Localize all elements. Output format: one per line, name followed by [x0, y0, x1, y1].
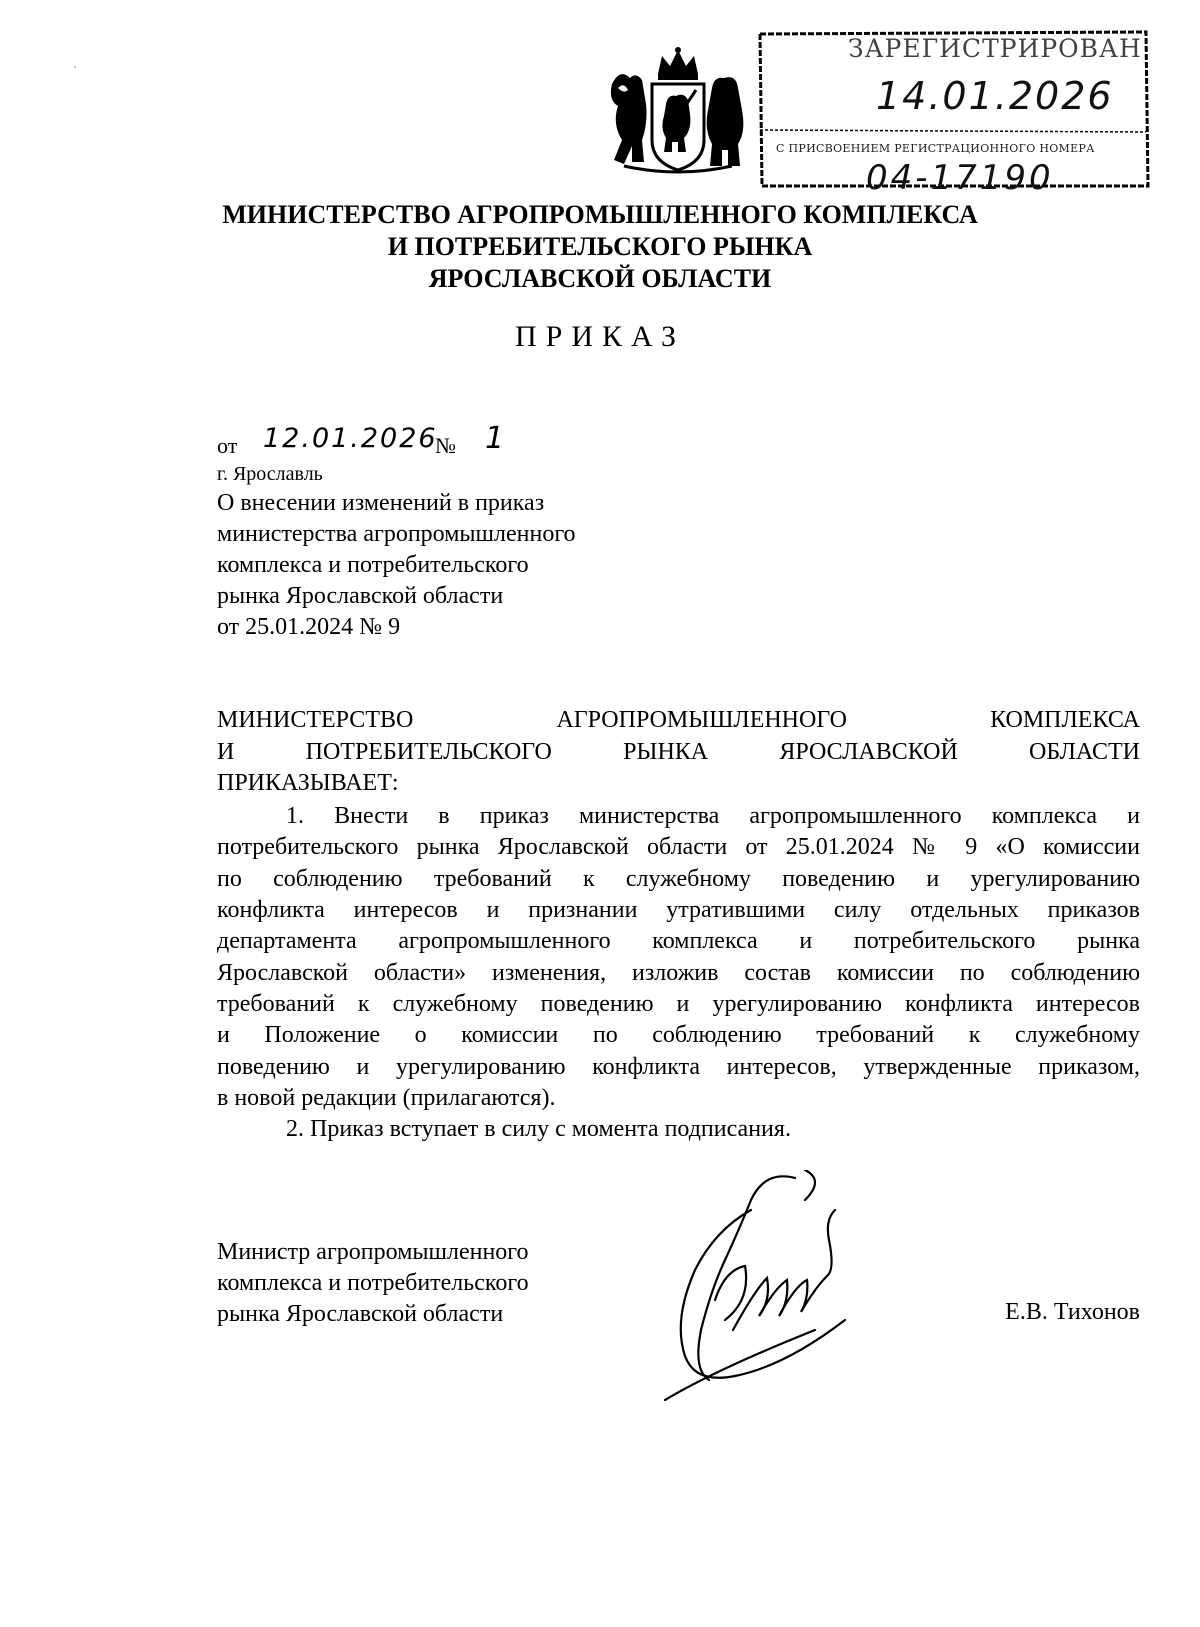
- preamble-line: ПРИКАЗЫВАЕТ:: [217, 770, 399, 796]
- item-1-line: поведению и урегулированию конфликта интересов, утвержденные приказом,: [217, 1054, 1140, 1080]
- order-number-label: №: [435, 433, 456, 458]
- registration-stamp: [758, 30, 1150, 198]
- org-name-line-2: И ПОТРЕБИТЕЛЬСКОГО РЫНКА: [387, 232, 813, 261]
- item-1-line: конфликта интересов и признании утратившими силу отдельных приказов: [217, 897, 1140, 923]
- item-2-text: 2. Приказ вступает в силу с момента подписания.: [286, 1116, 791, 1142]
- subject-line: министерства агропромышленного: [217, 521, 576, 547]
- item-1-line: департамента агропромышленного комплекса и потребительского рынка: [217, 928, 1140, 954]
- subject-line: комплекса и потребительского: [217, 552, 529, 578]
- stamp-date: 14.01.2026: [876, 74, 1114, 118]
- stamp-title: ЗАРЕГИСТРИРОВАН: [848, 34, 1142, 63]
- signer-position-line: Министр агропромышленного: [217, 1239, 529, 1265]
- coat-of-arms-emblem: [604, 44, 752, 178]
- subject-line: рынка Ярославской области: [217, 583, 504, 609]
- signer-position-line: комплекса и потребительского: [217, 1270, 529, 1296]
- document-type-title: ПРИКАЗ: [515, 320, 685, 353]
- city: г. Ярославль: [217, 463, 323, 485]
- signer-position-line: рынка Ярославской области: [217, 1301, 504, 1327]
- item-1-line: потребительского рынка Ярославской области от 25.01.2024 № 9 «О комиссии: [217, 834, 1140, 860]
- order-number: 1: [485, 421, 505, 456]
- org-name-line-3: ЯРОСЛАВСКОЙ ОБЛАСТИ: [428, 264, 772, 293]
- handwritten-signature: [655, 1170, 895, 1410]
- subject-line: от 25.01.2024 № 9: [217, 614, 401, 640]
- preamble-line: И ПОТРЕБИТЕЛЬСКОГО РЫНКА ЯРОСЛАВСКОЙ ОБЛАСТИ: [217, 739, 1140, 765]
- preamble-line: МИНИСТЕРСТВО АГРОПРОМЫШЛЕННОГО КОМПЛЕКСА: [217, 707, 1140, 733]
- order-date: 12.01.2026: [263, 423, 438, 454]
- stamp-registration-number: 04-17190: [866, 158, 1054, 198]
- scan-speck: [74, 66, 76, 68]
- org-name-line-1: МИНИСТЕРСТВО АГРОПРОМЫШЛЕННОГО КОМПЛЕКСА: [222, 200, 978, 229]
- signer-name: Е.В. Тихонов: [1005, 1299, 1140, 1325]
- order-date-number-line: [217, 423, 617, 463]
- item-1-line: в новой редакции (прилагаются).: [217, 1085, 556, 1111]
- order-subject: [217, 488, 717, 643]
- item-1-line: и Положение о комиссии по соблюдению требований к служебному: [217, 1022, 1140, 1048]
- item-1-line: требований к служебному поведению и урегулированию конфликта интересов: [217, 991, 1140, 1017]
- stamp-caption: С ПРИСВОЕНИЕМ РЕГИСТРАЦИОННОГО НОМЕРА: [776, 142, 1095, 155]
- order-from-label: от: [217, 433, 238, 458]
- item-1-line: по соблюдению требований к служебному поведению и урегулированию: [217, 866, 1140, 892]
- item-1-line: Ярославской области» изменения, изложив состав комиссии по соблюдению: [217, 960, 1140, 986]
- item-1-line: 1. Внести в приказ министерства агропромышленного комплекса и: [286, 803, 1140, 829]
- subject-line: О внесении изменений в приказ: [217, 490, 545, 516]
